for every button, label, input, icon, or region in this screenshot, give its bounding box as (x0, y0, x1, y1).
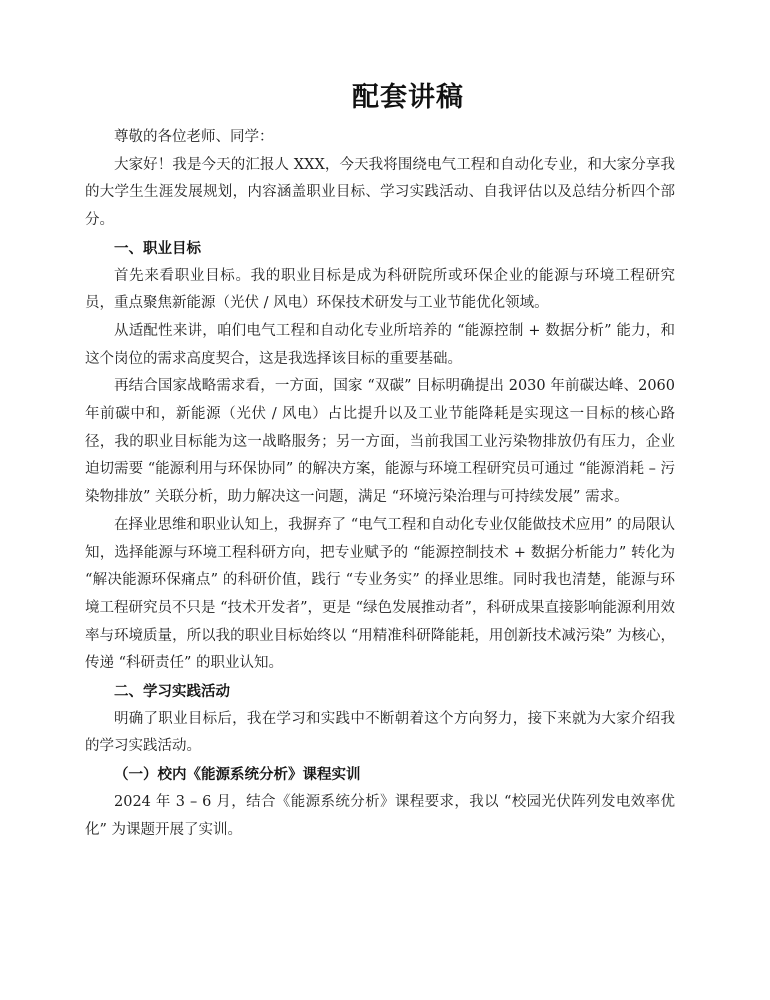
heading-course-training: （一）校内《能源系统分析》课程实训 (114, 766, 361, 784)
paragraph-career-goal-overview: 首先来看职业目标。我的职业目标是成为科研院所或环保企业的能源与环境工程研究员，重点聚焦新能源（光伏 / 风电）环保技术研发与工业节能优化领域。 (85, 267, 675, 312)
document-content (85, 78, 675, 844)
paragraph-salutation: 尊敬的各位老师、同学： (114, 129, 274, 145)
heading-career-goal: 一、职业目标 (114, 239, 201, 257)
document-title: 配套讲稿 (352, 82, 464, 113)
paragraph-national-strategy: 再结合国家战略需求看，一方面，国家 “双碳” 目标明确提出 2030 年前碳达峰、2060 年前碳中和，新能源（光伏 / 风电）占比提升以及工业节能降耗是实现这一目标的核心路径，我的职业目标能为这一战略服务；另一方面，当前我国工业污染物排放仍有压力，企业迫切需要 “能源利用与环保协同” 的解决方案，能源与环境工程研究员可通过 “能源消耗 – 污染物排放” 关联分析，助力解决这一问题，满足 “环境污染治理与可持续发展” 需求。 (85, 378, 675, 506)
heading-learning-practice: 二、学习实践活动 (114, 683, 230, 701)
paragraph-practice-intro: 明确了职业目标后，我在学习和实践中不断朝着这个方向努力，接下来就为大家介绍我的学习实践活动。 (85, 710, 675, 755)
paragraph-career-mindset: 在择业思维和职业认知上，我摒弃了 “电气工程和自动化专业仅能做技术应用” 的局限认知，选择能源与环境工程科研方向，把专业赋予的 “能源控制技术 + 数据分析能力” 转化为 “解决能源环保痛点” 的科研价值，践行 “专业务实” 的择业思维。同时我也清楚，能源与环境工程研究员不只是 “技术开发者”，更是 “绿色发展推动者”，科研成果直接影响能源利用效率与环境质量，所以我的职业目标始终以 “用精准科研降能耗，用创新技术减污染” 为核心，传递 “科研责任” 的职业认知。 (85, 516, 675, 672)
paragraph-introduction: 大家好！我是今天的汇报人 XXX，今天我将围绕电气工程和自动化专业，和大家分享我的大学生生涯发展规划，内容涵盖职业目标、学习实践活动、自我评估以及总结分析四个部分。 (85, 156, 675, 229)
paragraph-course-training-detail: 2024 年 3 – 6 月，结合《能源系统分析》课程要求，我以 “校园光伏阵列发电效率优化” 为课题开展了实训。 (85, 793, 675, 838)
paragraph-major-fit: 从适配性来讲，咱们电气工程和自动化专业所培养的 “能源控制 + 数据分析” 能力，和这个岗位的需求高度契合，这是我选择该目标的重要基础。 (85, 322, 675, 367)
